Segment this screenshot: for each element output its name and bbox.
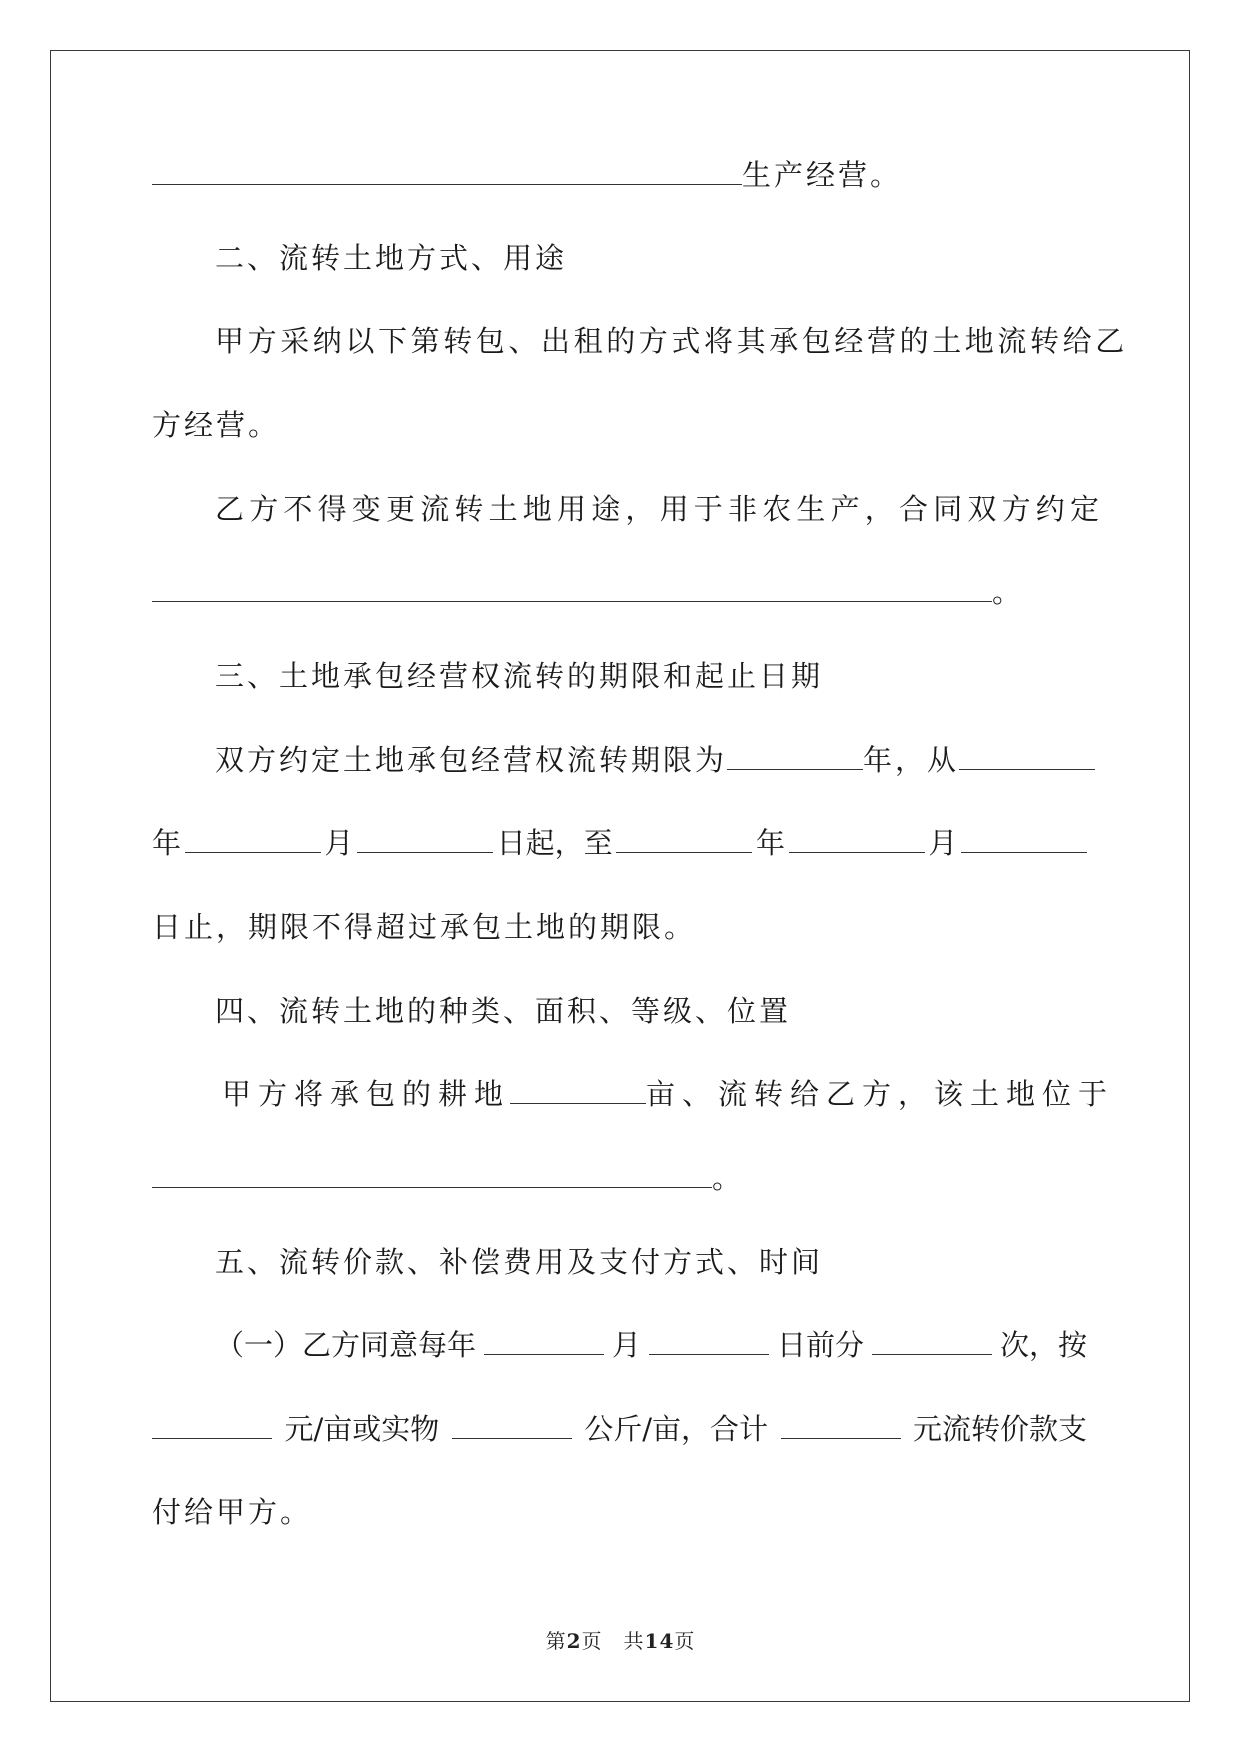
paragraph-line <box>152 1158 744 1198</box>
blank-underline <box>789 823 925 853</box>
text: 次，按 <box>999 1328 1087 1362</box>
text: 日前分 <box>776 1328 864 1362</box>
text: 日起，至 <box>496 826 613 860</box>
paragraph-line: 乙方不得变更流转土地用途，用于非农生产，合同双方约定 <box>215 492 1105 526</box>
section-heading: 三、土地承包经营权流转的期限和起止日期 <box>215 659 824 693</box>
text: 月 <box>324 826 354 860</box>
page-frame <box>50 50 1190 1702</box>
blank-underline <box>185 823 321 853</box>
text: 甲方将承包的耕地 <box>222 1077 511 1111</box>
blank-underline <box>727 740 863 770</box>
text: 年 <box>755 826 785 860</box>
blank-underline <box>510 1074 646 1104</box>
blank-underline <box>961 823 1087 853</box>
blank-underline <box>959 740 1095 770</box>
footer-prefix: 第 <box>545 1629 567 1653</box>
blank-underline <box>484 1325 604 1355</box>
blank-underline <box>152 1158 712 1188</box>
blank-underline <box>616 823 752 853</box>
page-footer <box>0 1625 1241 1654</box>
blank-underline <box>357 823 493 853</box>
footer-total-pages: 14 <box>644 1629 675 1653</box>
blank-underline <box>872 1325 992 1355</box>
paragraph-line <box>152 1409 1087 1449</box>
blank-underline <box>649 1325 769 1355</box>
text: 元/亩或实物 <box>284 1412 440 1446</box>
blank-underline <box>152 572 992 602</box>
text: 。 <box>712 1161 745 1195</box>
text: 生产经营。 <box>742 158 903 192</box>
paragraph-line: 日止，期限不得超过承包土地的期限。 <box>152 910 697 944</box>
text: 年，从 <box>863 743 960 777</box>
paragraph-line <box>215 1325 1087 1365</box>
paragraph-line: 付给甲方。 <box>152 1495 313 1529</box>
blank-underline <box>452 1409 572 1439</box>
footer-page-number: 2 <box>566 1629 582 1653</box>
text: 公斤/亩，合计 <box>584 1412 769 1446</box>
paragraph-line <box>222 1074 1114 1114</box>
footer-suffix: 页 <box>674 1629 696 1653</box>
blank-underline <box>152 155 742 185</box>
text: 双方约定土地承包经营权流转期限为 <box>215 743 728 777</box>
blank-underline <box>152 1409 272 1439</box>
text: 月 <box>611 1328 641 1362</box>
section-heading: 四、流转土地的种类、面积、等级、位置 <box>215 994 792 1028</box>
text: 年 <box>152 826 182 860</box>
paragraph-line <box>152 823 1087 863</box>
paragraph-line <box>215 740 1095 780</box>
footer-mid: 页 共 <box>581 1629 645 1653</box>
section-heading: 二、流转土地方式、用途 <box>215 241 568 275</box>
text: 。 <box>992 575 1025 609</box>
paragraph-line <box>152 572 1024 612</box>
text: 月 <box>928 826 958 860</box>
text: 亩、流转给乙方，该土地位于 <box>646 1077 1115 1111</box>
section-heading: 五、流转价款、补偿费用及支付方式、时间 <box>215 1245 824 1279</box>
paragraph-line: 甲方采纳以下第转包、出租的方式将其承包经营的土地流转给乙 <box>215 324 1128 358</box>
paragraph-line <box>152 155 902 195</box>
text: 元流转价款支 <box>912 1412 1087 1446</box>
text: （一）乙方同意每年 <box>215 1328 477 1362</box>
blank-underline <box>781 1409 901 1439</box>
paragraph-line: 方经营。 <box>152 408 281 442</box>
